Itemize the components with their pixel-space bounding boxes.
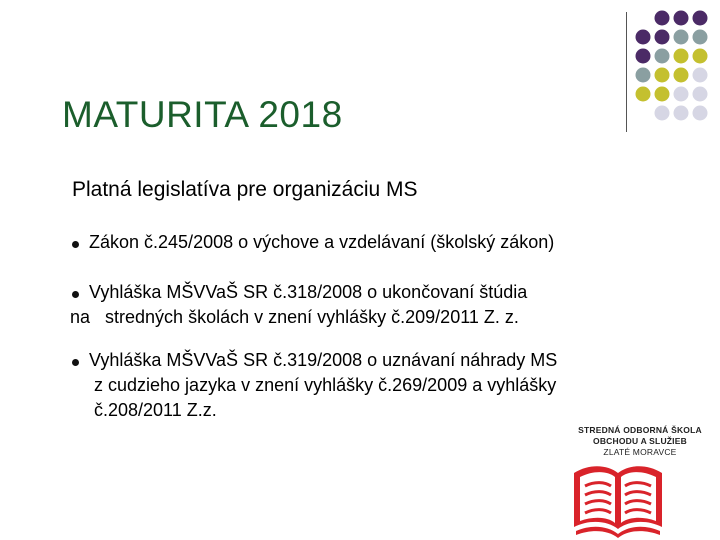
decorative-dot [655, 49, 670, 64]
bullet-line: Vyhláška MŠVVaŠ SR č.319/2008 o uznávaní náhrady MS [89, 350, 558, 370]
decorative-dot [693, 30, 708, 45]
divider-line [626, 12, 627, 132]
bullet-dot-icon [72, 241, 79, 248]
decorative-dot [674, 49, 689, 64]
decorative-dot [693, 106, 708, 121]
decorative-dot [693, 11, 708, 26]
decorative-dot [674, 106, 689, 121]
decorative-dot [674, 11, 689, 26]
logo-line-3: ZLATÉ MORAVCE [603, 447, 677, 457]
school-logo [560, 421, 720, 540]
decorative-dot [636, 87, 651, 102]
decorative-dot [655, 11, 670, 26]
bullet-line: na stredných školách v znení vyhlášky č.209/2011 Z. z. [70, 307, 519, 327]
decorative-dot [655, 87, 670, 102]
logo-line-1: STREDNÁ ODBORNÁ ŠKOLA [578, 425, 702, 435]
slide-title: MATURITA 2018 [62, 94, 343, 135]
bullet-line: z cudzieho jazyka v znení vyhlášky č.269/2009 a vyhlášky [89, 375, 557, 395]
decorative-dot [693, 68, 708, 83]
decorative-dot [636, 49, 651, 64]
bullet-dot-icon [72, 359, 79, 366]
decorative-dot [693, 49, 708, 64]
decorative-dot [655, 30, 670, 45]
decorative-dot [655, 106, 670, 121]
decorative-dot [636, 68, 651, 83]
slide-subtitle: Platná legislatíva pre organizáciu MS [72, 178, 418, 201]
bullet-line: č.208/2011 Z.z. [89, 400, 217, 420]
bullet-line: Zákon č.245/2008 o výchove a vzdelávaní (školský zákon) [89, 232, 555, 252]
open-book-icon [568, 461, 668, 540]
decorative-dot [674, 87, 689, 102]
decorative-dot [674, 30, 689, 45]
decorative-dot [655, 68, 670, 83]
bullet-line: Vyhláška MŠVVaŠ SR č.318/2008 o ukončovaní štúdia [89, 282, 528, 302]
decorative-dot [693, 87, 708, 102]
logo-line-2: OBCHODU A SLUŽIEB [593, 436, 687, 446]
bullet-dot-icon [72, 291, 79, 298]
decorative-dot [674, 68, 689, 83]
decorative-dot [636, 30, 651, 45]
